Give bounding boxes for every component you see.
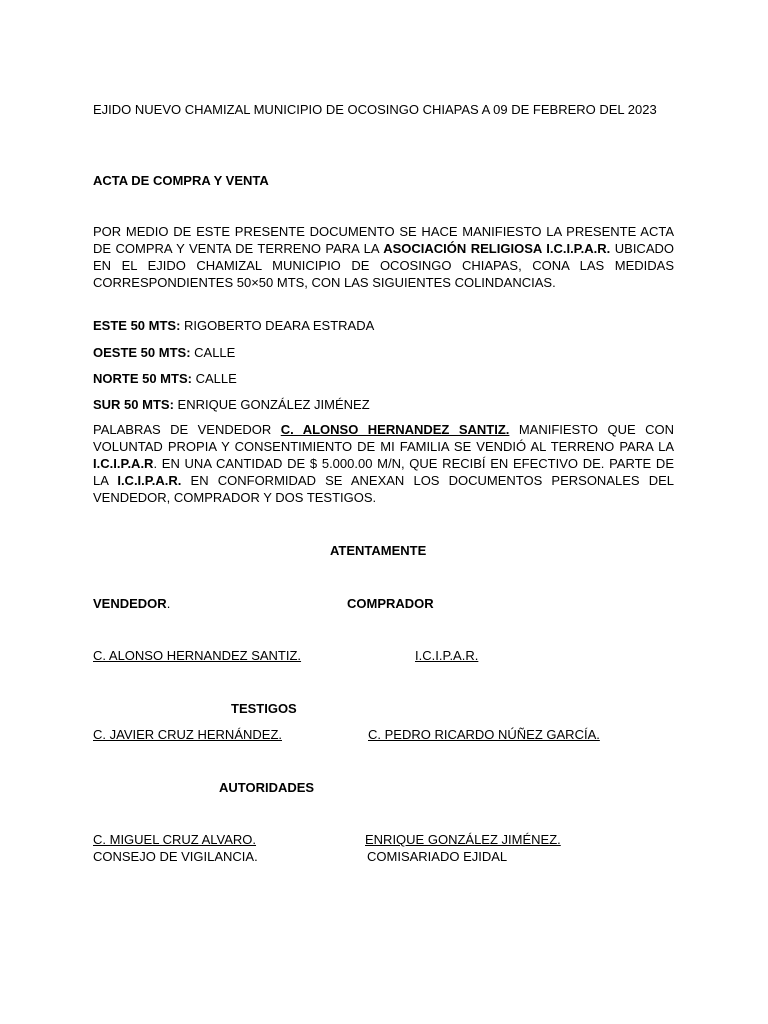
seller-signature-name: C. ALONSO HERNANDEZ SANTIZ. [93,648,302,663]
closing-heading: ATENTAMENTE [330,543,427,558]
intro-text-2: UBICADO EN EL EJIDO CHAMIZAL MUNICIPIO DE OCOSINGO CHIAPAS, CONA LAS MEDIDAS CORRESPONDIENTES 50×50 MTS, CON LAS SIGUIENTES COLINDANCIAS. [93,241,674,290]
boundary-label: NORTE 50 MTS: [93,371,192,386]
statement-text-3: . EN UNA CANTIDAD DE $ 5.000.00 M/N, QUE RECIBÍ EN EFECTIVO DE. PARTE DE LA [93,456,674,488]
authority-2-role: COMISARIADO EJIDAL [367,849,508,864]
boundary-label: OESTE 50 MTS: [93,345,191,360]
witness-2-name: C. PEDRO RICARDO NÚÑEZ GARCÍA. [368,727,600,742]
seller-heading-dot: . [166,596,171,611]
buyer-heading: COMPRADOR [347,596,434,611]
statement-text-1: PALABRAS DE VENDEDOR [93,422,281,437]
witnesses-heading: TESTIGOS [231,701,297,716]
buyer-name-bold-2: I.C.I.P.A.R. [117,473,182,488]
seller-heading [93,595,170,612]
boundary-south [93,396,370,413]
boundary-west [93,344,235,361]
buyer-signature-name: I.C.I.P.A.R. [415,648,479,663]
place-date-line: EJIDO NUEVO CHAMIZAL MUNICIPIO DE OCOSINGO CHIAPAS A 09 DE FEBRERO DEL 2023 [93,102,657,117]
authority-1-name: C. MIGUEL CRUZ ALVARO. [93,832,257,847]
buyer-name-bold: I.C.I.P.A.R [93,456,154,471]
boundary-label: SUR 50 MTS: [93,397,174,412]
intro-paragraph [93,223,674,291]
boundary-north [93,370,237,387]
boundary-value: ENRIQUE GONZÁLEZ JIMÉNEZ [173,397,370,412]
association-name: ASOCIACIÓN RELIGIOSA I.C.I.P.A.R. [383,241,611,256]
witness-1-name: C. JAVIER CRUZ HERNÁNDEZ. [93,727,282,742]
boundary-value: CALLE [191,371,237,386]
seller-name-bold: C. ALONSO HERNANDEZ SANTIZ. [280,422,510,437]
authority-1-role: CONSEJO DE VIGILANCIA. [93,849,258,864]
statement-text-4: EN CONFORMIDAD SE ANEXAN LOS DOCUMENTOS PERSONALES DEL VENDEDOR, COMPRADOR Y DOS TESTIGOS. [93,473,674,505]
authority-2-name: ENRIQUE GONZÁLEZ JIMÉNEZ. [365,832,561,847]
boundary-value: CALLE [190,345,236,360]
statement-text-2: MANIFIESTO QUE CON VOLUNTAD PROPIA Y CONSENTIMIENTO DE MI FAMILIA SE VENDIÓ AL TERRENO PARA LA [93,422,674,454]
intro-text-1: POR MEDIO DE ESTE PRESENTE DOCUMENTO SE HACE MANIFIESTO LA PRESENTE ACTA DE COMPRA Y VENTA DE TERRENO PARA LA [93,224,674,256]
seller-statement [93,421,674,506]
document-title: ACTA DE COMPRA Y VENTA [93,173,269,188]
authorities-heading: AUTORIDADES [219,780,315,795]
boundary-east [93,317,374,334]
boundary-value: RIGOBERTO DEARA ESTRADA [180,318,375,333]
seller-heading-label: VENDEDOR [93,596,167,611]
boundary-label: ESTE 50 MTS: [93,318,181,333]
